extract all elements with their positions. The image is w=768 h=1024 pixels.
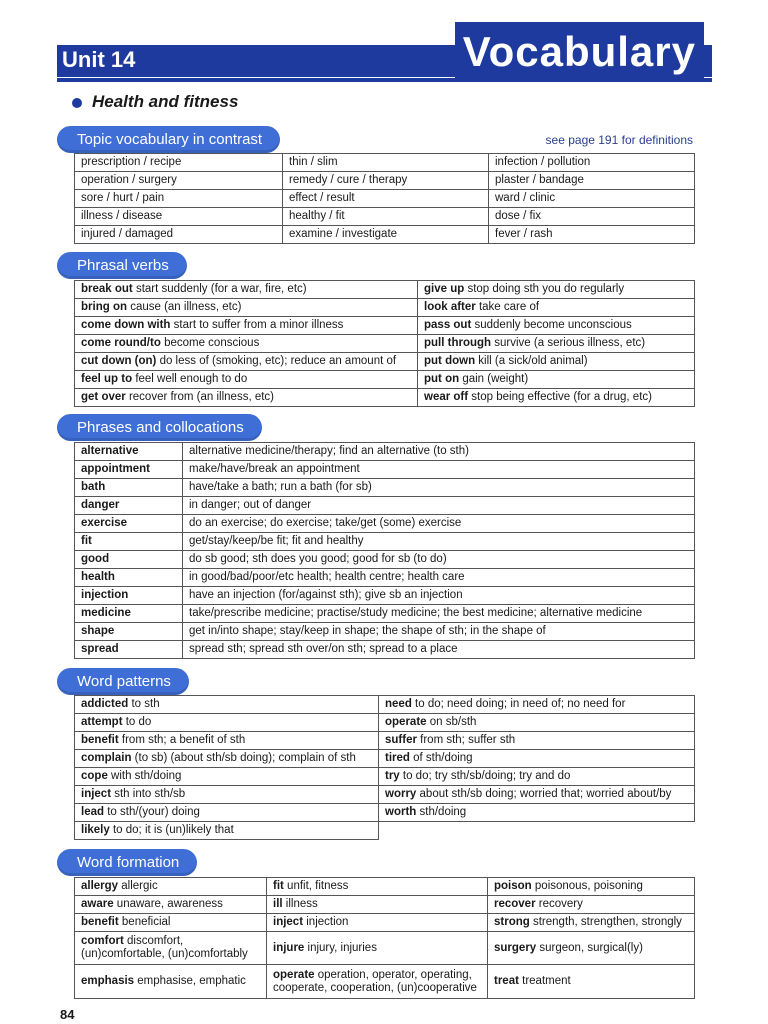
term: break out	[81, 283, 133, 295]
table-cell	[267, 878, 488, 896]
table-cell	[379, 768, 695, 786]
table-cell	[75, 190, 283, 208]
table-cell	[75, 732, 379, 750]
term: come down with	[81, 319, 171, 331]
term: put on	[424, 373, 460, 385]
table-row	[75, 965, 695, 999]
table-row	[75, 750, 695, 768]
cell-text: get/stay/keep/be fit; fit and healthy	[189, 535, 364, 547]
definition: illness	[282, 898, 318, 910]
table-row	[75, 208, 695, 226]
table-cell	[379, 804, 695, 822]
bullet-dot-icon	[72, 98, 82, 108]
term: health	[81, 571, 115, 583]
table-row	[75, 768, 695, 786]
phrasal-verbs-table	[74, 280, 695, 407]
table-cell	[75, 154, 283, 172]
table-cell	[75, 569, 183, 587]
table-cell	[267, 932, 488, 965]
table-cell	[283, 154, 489, 172]
cell-text: do sb good; sth does you good; good for sb (to do)	[189, 553, 447, 565]
cell-text: plaster / bandage	[495, 174, 584, 186]
term: appointment	[81, 463, 150, 475]
table-cell	[75, 226, 283, 244]
phrasal-verbs-heading: Phrasal verbs	[57, 252, 187, 279]
table-row	[75, 515, 695, 533]
term: good	[81, 553, 110, 565]
table-cell	[75, 172, 283, 190]
table-cell	[75, 317, 418, 335]
definition: stop doing sth you do regularly	[464, 283, 625, 295]
section-title	[72, 92, 238, 112]
term: exercise	[81, 517, 128, 529]
table-row	[75, 172, 695, 190]
definition: from sth; a benefit of sth	[118, 734, 246, 746]
definition: recovery	[535, 898, 583, 910]
word-formation-heading: Word formation	[57, 849, 197, 876]
table-row	[75, 623, 695, 641]
table-cell	[183, 569, 695, 587]
term: worth	[385, 806, 417, 818]
table-cell	[488, 896, 695, 914]
table-cell	[379, 786, 695, 804]
table-cell	[75, 389, 418, 407]
definition: gain (weight)	[459, 373, 529, 385]
term: cut down (on)	[81, 355, 157, 367]
cell-text: alternative medicine/therapy; find an alternative (to sth)	[189, 445, 469, 457]
table-cell	[489, 208, 695, 226]
cell-text: examine / investigate	[289, 228, 398, 240]
table-cell	[267, 914, 488, 932]
table-row	[75, 569, 695, 587]
cell-text: in good/bad/poor/etc health; health centre; health care	[189, 571, 465, 583]
definition: on sb/sth	[426, 716, 477, 728]
term: inject	[273, 916, 304, 928]
table-cell	[418, 317, 695, 335]
definition: recover from (an illness, etc)	[125, 391, 275, 403]
table-cell	[489, 172, 695, 190]
table-row	[75, 696, 695, 714]
cell-text: dose / fix	[495, 210, 542, 222]
table-cell	[418, 299, 695, 317]
term: aware	[81, 898, 114, 910]
section-title-text: Health and fitness	[92, 92, 239, 111]
table-cell	[283, 190, 489, 208]
cell-text: make/have/break an appointment	[189, 463, 360, 475]
definition: sth/doing	[416, 806, 467, 818]
definition: surgeon, surgical(ly)	[536, 941, 643, 954]
table-cell	[489, 154, 695, 172]
definition: kill (a sick/old animal)	[475, 355, 588, 367]
cell-text: fever / rash	[495, 228, 553, 240]
table-cell	[418, 389, 695, 407]
definition: survive (a serious illness, etc)	[491, 337, 646, 349]
definition: about sth/sb doing; worried that; worried about/by	[416, 788, 672, 800]
table-cell	[418, 335, 695, 353]
term: give up	[424, 283, 465, 295]
cell-text: in danger; out of danger	[189, 499, 312, 511]
table-row	[75, 932, 695, 965]
term: comfort	[81, 935, 124, 947]
cell-text: remedy / cure / therapy	[289, 174, 408, 186]
definition: operation, operator, operating, cooperate, cooperation, (un)cooperative	[273, 968, 477, 994]
table-cell	[418, 353, 695, 371]
definition: to do; try sth/sb/doing; try and do	[399, 770, 571, 782]
table-cell	[75, 605, 183, 623]
term: wear off	[424, 391, 469, 403]
definition: treatment	[518, 975, 571, 987]
term: danger	[81, 499, 120, 511]
word-patterns-table	[74, 695, 695, 840]
term: alternative	[81, 445, 139, 457]
table-row	[75, 353, 695, 371]
term: come round/to	[81, 337, 161, 349]
cell-text: effect / result	[289, 192, 355, 204]
cell-text: get in/into shape; stay/keep in shape; the shape of sth; in the shape of	[189, 625, 546, 637]
term: need	[385, 698, 412, 710]
table-row	[75, 443, 695, 461]
table-row	[75, 479, 695, 497]
cell-text: take/prescribe medicine; practise/study medicine; the best medicine; alternative medicine	[189, 607, 643, 619]
table-cell	[75, 299, 418, 317]
table-row	[75, 896, 695, 914]
definition: to sth	[128, 698, 160, 710]
definition: of sth/doing	[409, 752, 473, 764]
table-cell	[183, 533, 695, 551]
table-cell	[75, 479, 183, 497]
table-cell	[379, 696, 695, 714]
term: bring on	[81, 301, 127, 313]
definition: with sth/doing	[107, 770, 182, 782]
definition: unfit, fitness	[283, 880, 349, 892]
definition: injection	[303, 916, 349, 928]
table-row	[75, 551, 695, 569]
definition: injury, injuries	[304, 941, 377, 954]
table-cell	[488, 914, 695, 932]
table-cell	[267, 965, 488, 999]
cell-text: illness / disease	[81, 210, 163, 222]
cell-text: do an exercise; do exercise; take/get (some) exercise	[189, 517, 462, 529]
table-cell	[75, 932, 267, 965]
term: try	[385, 770, 400, 782]
topic-vocabulary-table	[74, 153, 695, 244]
table-cell	[75, 515, 183, 533]
table-cell	[183, 605, 695, 623]
definition: allergic	[118, 880, 158, 892]
term: pass out	[424, 319, 472, 331]
table-cell	[75, 551, 183, 569]
definition: take care of	[475, 301, 540, 313]
term: inject	[81, 788, 112, 800]
term: worry	[385, 788, 417, 800]
table-cell	[489, 190, 695, 208]
cell-text: infection / pollution	[495, 156, 591, 168]
definition: strength, strengthen, strongly	[529, 916, 682, 928]
table-cell	[418, 281, 695, 299]
definition: from sth; suffer sth	[416, 734, 516, 746]
table-row	[75, 533, 695, 551]
term: bath	[81, 481, 106, 493]
table-row	[75, 914, 695, 932]
table-cell	[75, 281, 418, 299]
table-row	[75, 299, 695, 317]
term: put down	[424, 355, 476, 367]
table-cell	[75, 587, 183, 605]
table-row	[75, 714, 695, 732]
table-cell	[488, 965, 695, 999]
table-cell	[183, 443, 695, 461]
table-cell	[379, 822, 695, 840]
unit-label: Unit 14	[62, 47, 136, 72]
table-row	[75, 371, 695, 389]
table-cell	[75, 461, 183, 479]
cell-text: spread sth; spread sth over/on sth; spread to a place	[189, 643, 458, 655]
term: tired	[385, 752, 410, 764]
table-row	[75, 281, 695, 299]
table-cell	[283, 208, 489, 226]
term: likely	[81, 824, 110, 836]
term: cope	[81, 770, 108, 782]
table-cell	[183, 623, 695, 641]
term: fit	[81, 535, 92, 547]
definition: suddenly become unconscious	[471, 319, 632, 331]
term: medicine	[81, 607, 131, 619]
definition: become conscious	[160, 337, 260, 349]
table-cell	[183, 587, 695, 605]
table-cell	[75, 208, 283, 226]
table-cell	[75, 896, 267, 914]
definition: poisonous, poisoning	[531, 880, 643, 892]
term: poison	[494, 880, 532, 892]
definition: sth into sth/sb	[111, 788, 186, 800]
term: surgery	[494, 941, 537, 954]
table-cell	[75, 533, 183, 551]
definition: to do; it is (un)likely that	[109, 824, 234, 836]
definition: (to sb) (about sth/sb doing); complain of sth	[131, 752, 356, 764]
table-cell	[75, 878, 267, 896]
term: injection	[81, 589, 129, 601]
definition: start to suffer from a minor illness	[170, 319, 344, 331]
term: pull through	[424, 337, 492, 349]
cell-text: ward / clinic	[495, 192, 556, 204]
table-cell	[75, 335, 418, 353]
term: benefit	[81, 916, 119, 928]
table-cell	[183, 497, 695, 515]
term: get over	[81, 391, 126, 403]
table-row	[75, 786, 695, 804]
term: treat	[494, 975, 519, 987]
term: attempt	[81, 716, 123, 728]
table-cell	[75, 804, 379, 822]
table-row	[75, 605, 695, 623]
table-row	[75, 226, 695, 244]
table-cell	[183, 461, 695, 479]
table-row	[75, 317, 695, 335]
table-cell	[75, 914, 267, 932]
topic-vocabulary-heading: Topic vocabulary in contrast	[57, 126, 280, 153]
table-cell	[75, 641, 183, 659]
definition: to do; need doing; in need of; no need for	[411, 698, 626, 710]
table-row	[75, 641, 695, 659]
definition: do less of (smoking, etc); reduce an amount of	[156, 355, 397, 367]
table-row	[75, 389, 695, 407]
table-cell	[183, 551, 695, 569]
definition: feel well enough to do	[132, 373, 248, 385]
term: allergy	[81, 880, 119, 892]
term: feel up to	[81, 373, 133, 385]
table-cell	[183, 515, 695, 533]
definition: discomfort, (un)comfortable, (un)comfortably	[81, 935, 248, 960]
term: ill	[273, 898, 283, 910]
table-cell	[75, 696, 379, 714]
definition: cause (an illness, etc)	[127, 301, 242, 313]
definition: stop being effective (for a drug, etc)	[468, 391, 652, 403]
table-cell	[75, 497, 183, 515]
term: operate	[385, 716, 427, 728]
table-row	[75, 461, 695, 479]
term: strong	[494, 916, 530, 928]
table-row	[75, 497, 695, 515]
table-row	[75, 804, 695, 822]
cell-text: operation / surgery	[81, 174, 177, 186]
table-cell	[75, 714, 379, 732]
definition: emphasise, emphatic	[134, 975, 246, 987]
cell-text: have/take a bath; run a bath (for sb)	[189, 481, 372, 493]
table-cell	[488, 932, 695, 965]
table-cell	[75, 353, 418, 371]
table-cell	[379, 732, 695, 750]
table-row	[75, 154, 695, 172]
table-cell	[283, 172, 489, 190]
term: recover	[494, 898, 536, 910]
page-title: Vocabulary	[455, 22, 704, 82]
term: complain	[81, 752, 132, 764]
table-cell	[379, 750, 695, 768]
term: spread	[81, 643, 119, 655]
table-cell	[75, 623, 183, 641]
cell-text: healthy / fit	[289, 210, 345, 222]
cell-text: prescription / recipe	[81, 156, 182, 168]
term: benefit	[81, 734, 119, 746]
table-cell	[75, 965, 267, 999]
table-cell	[75, 371, 418, 389]
table-cell	[267, 896, 488, 914]
phrases-collocations-table	[74, 442, 695, 659]
term: fit	[273, 880, 284, 892]
table-row	[75, 190, 695, 208]
table-cell	[75, 786, 379, 804]
definition: beneficial	[118, 916, 171, 928]
term: shape	[81, 625, 115, 637]
word-patterns-heading: Word patterns	[57, 668, 189, 695]
table-cell	[75, 768, 379, 786]
table-row	[75, 822, 695, 840]
cell-text: sore / hurt / pain	[81, 192, 165, 204]
definition: unaware, awareness	[113, 898, 223, 910]
table-cell	[379, 714, 695, 732]
term: emphasis	[81, 975, 135, 987]
cell-text: thin / slim	[289, 156, 338, 168]
definition: start suddenly (for a war, fire, etc)	[132, 283, 307, 295]
table-cell	[489, 226, 695, 244]
table-cell	[488, 878, 695, 896]
term: operate	[273, 968, 315, 981]
term: injure	[273, 941, 305, 954]
table-cell	[75, 750, 379, 768]
table-cell	[183, 479, 695, 497]
word-formation-table	[74, 877, 695, 999]
table-cell	[75, 443, 183, 461]
definition: to do	[122, 716, 152, 728]
term: lead	[81, 806, 105, 818]
table-cell	[418, 371, 695, 389]
table-row	[75, 587, 695, 605]
table-cell	[75, 822, 379, 840]
cell-text: have an injection (for/against sth); give sb an injection	[189, 589, 463, 601]
term: addicted	[81, 698, 129, 710]
table-row	[75, 878, 695, 896]
table-row	[75, 732, 695, 750]
table-cell	[183, 641, 695, 659]
table-row	[75, 335, 695, 353]
page-number: 84	[60, 1007, 75, 1022]
term: suffer	[385, 734, 417, 746]
definitions-note: see page 191 for definitions	[545, 133, 693, 147]
definition: to sth/(your) doing	[104, 806, 200, 818]
table-cell	[283, 226, 489, 244]
term: look after	[424, 301, 476, 313]
phrases-collocations-heading: Phrases and collocations	[57, 414, 262, 441]
cell-text: injured / damaged	[81, 228, 174, 240]
